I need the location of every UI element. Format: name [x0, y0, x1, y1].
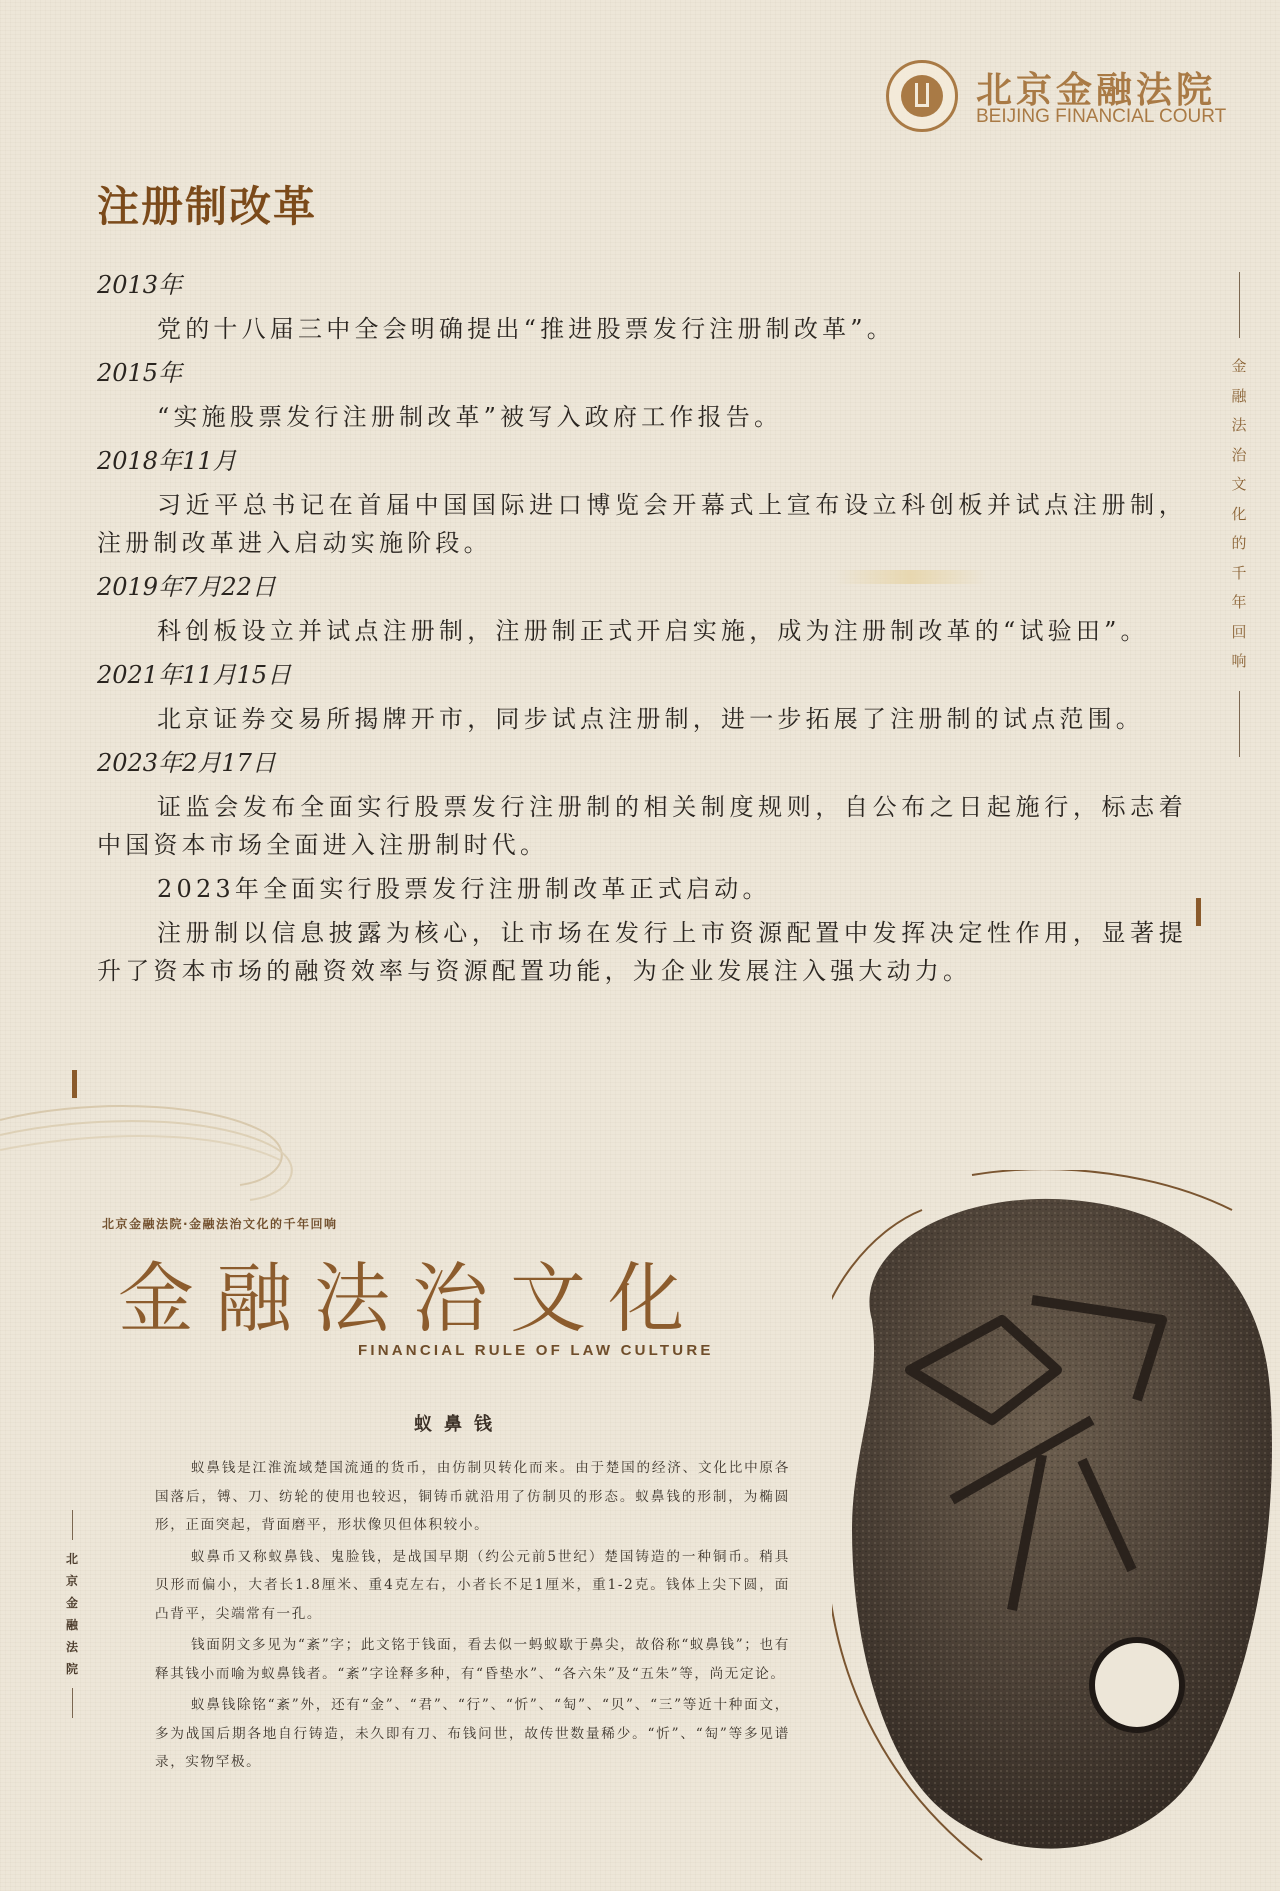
court-name-cn: 北京金融法院: [976, 70, 1217, 111]
vertical-char: 法: [1231, 416, 1247, 434]
coin-paragraph: 蚁鼻钱是江淮流域楚国流通的货币，由仿制贝转化而来。由于楚国的经济、文化比中原各国落后，镈、刀、纺轮的使用也较迟，铜铸币就沿用了仿制贝的形态。蚁鼻钱的形制，为椭圆形，正面突起，背面磨平，形状像贝但体积较小。: [155, 1460, 790, 1533]
vertical-char: 融: [1231, 386, 1247, 405]
divider: [72, 1510, 73, 1540]
vertical-char: 回: [1231, 622, 1247, 641]
coin-title: 蚁鼻钱: [414, 1414, 504, 1435]
timeline-entry: [97, 442, 1187, 562]
banner-caption: 北京金融法院·金融法治文化的千年回响: [102, 1217, 338, 1231]
timeline-year: 2015年: [97, 359, 183, 387]
closing-paragraph: 2023年全面实行股票发行注册制改革正式启动。: [157, 875, 771, 903]
timeline-text: 党的十八届三中全会明确提出“推进股票发行注册制改革”。: [157, 315, 895, 343]
side-vertical-caption: [1226, 272, 1252, 757]
vertical-char: 北: [65, 1552, 78, 1566]
vertical-char: 金: [1231, 357, 1247, 375]
decorative-stripe: [836, 570, 986, 584]
marker-bar: [1196, 898, 1201, 926]
timeline-text: 北京证券交易所揭牌开市，同步试点注册制，进一步拓展了注册制的试点范围。: [157, 705, 1144, 733]
coin-description: [155, 1454, 790, 1780]
timeline-year: 2023年2月17日: [97, 749, 276, 777]
timeline-year: 2019年7月22日: [97, 573, 276, 601]
coin-paragraph: 钱面阴文多见为“紊”字；此文铭于钱面，看去似一蚂蚁歇于鼻尖，故俗称“蚁鼻钱”；也有释其钱小而喻为蚁鼻钱者。“紊”字诠释多种，有“昏垫水”、“各六朱”及“五朱”等，尚无定论。: [155, 1637, 790, 1682]
timeline-entry: [97, 568, 1187, 650]
timeline-text: 科创板设立并试点注册制，注册制正式开启实施，成为注册制改革的“试验田”。: [157, 617, 1149, 645]
vertical-char: 化: [1231, 504, 1247, 523]
vertical-char: 融: [65, 1618, 78, 1632]
vertical-char: 金: [65, 1596, 78, 1610]
vertical-char: 院: [65, 1662, 78, 1676]
divider: [1239, 691, 1240, 757]
coin-paragraph: 蚁鼻币又称蚁鼻钱、鬼脸钱，是战国早期（约公元前5世纪）楚国铸造的一种铜币。稍具贝形而偏小，大者长1.8厘米、重4克左右，小者长不足1厘米，重1-2克。钱体上尖下圆，面凸背平，尖端常有一孔。: [155, 1548, 790, 1622]
timeline-entry: [97, 266, 1187, 348]
timeline-year: 2021年11月15日: [97, 661, 292, 689]
vertical-char: 千: [1231, 563, 1247, 582]
timeline-text: 证监会发布全面实行股票发行注册制的相关制度规则，自公布之日起施行，标志着中国资本市场全面进入注册制时代。: [97, 793, 1187, 859]
vertical-char: 响: [1231, 652, 1247, 670]
vertical-char: 京: [65, 1574, 78, 1588]
timeline-text: 习近平总书记在首届中国国际进口博览会开幕式上宣布设立科创板并试点注册制，注册制改革进入启动实施阶段。: [97, 491, 1187, 557]
left-vertical-caption: [62, 1510, 82, 1718]
timeline-entry: [97, 744, 1187, 864]
vertical-char: 法: [65, 1640, 78, 1654]
marker-bar: [72, 1070, 77, 1098]
timeline-entry: [97, 656, 1187, 738]
left-vertical-text: [62, 1548, 82, 1680]
court-logo: [886, 58, 1246, 138]
swirl-decoration: [0, 1090, 340, 1210]
divider: [1239, 272, 1240, 338]
page-title: 注册制改革: [97, 182, 318, 231]
timeline-entry: [97, 354, 1187, 436]
side-vertical-text: [1226, 352, 1252, 677]
banner-english-title: FINANCIAL RULE OF LAW CULTURE: [358, 1342, 714, 1359]
timeline-year: 2013年: [97, 271, 183, 299]
ant-nose-coin-image: [832, 1170, 1280, 1891]
timeline: [97, 266, 1187, 996]
timeline-text: “实施股票发行注册制改革”被写入政府工作报告。: [157, 403, 783, 431]
banner-title: 金融法治文化: [118, 1254, 706, 1343]
vertical-char: 的: [1231, 534, 1247, 552]
vertical-char: 文: [1231, 475, 1247, 493]
vertical-char: 年: [1231, 593, 1247, 611]
divider: [72, 1688, 73, 1718]
timeline-year: 2018年11月: [97, 447, 237, 475]
vertical-char: 治: [1231, 445, 1247, 464]
court-seal-icon: [886, 60, 958, 132]
closing-paragraph: 注册制以信息披露为核心，让市场在发行上市资源配置中发挥决定性作用，显著提升了资本市场的融资效率与资源配置功能，为企业发展注入强大动力。: [97, 919, 1187, 985]
court-name-en: BEIJING FINANCIAL COURT: [976, 106, 1227, 127]
coin-paragraph: 蚁鼻钱除铭“紊”外，还有“金”、“君”、“行”、“忻”、“匋”、“贝”、“三”等近十种面文，多为战国后期各地自行铸造，未久即有刀、布钱问世，故传世数量稀少。“忻”、“匋”等多见谱录，实物罕极。: [155, 1697, 790, 1770]
